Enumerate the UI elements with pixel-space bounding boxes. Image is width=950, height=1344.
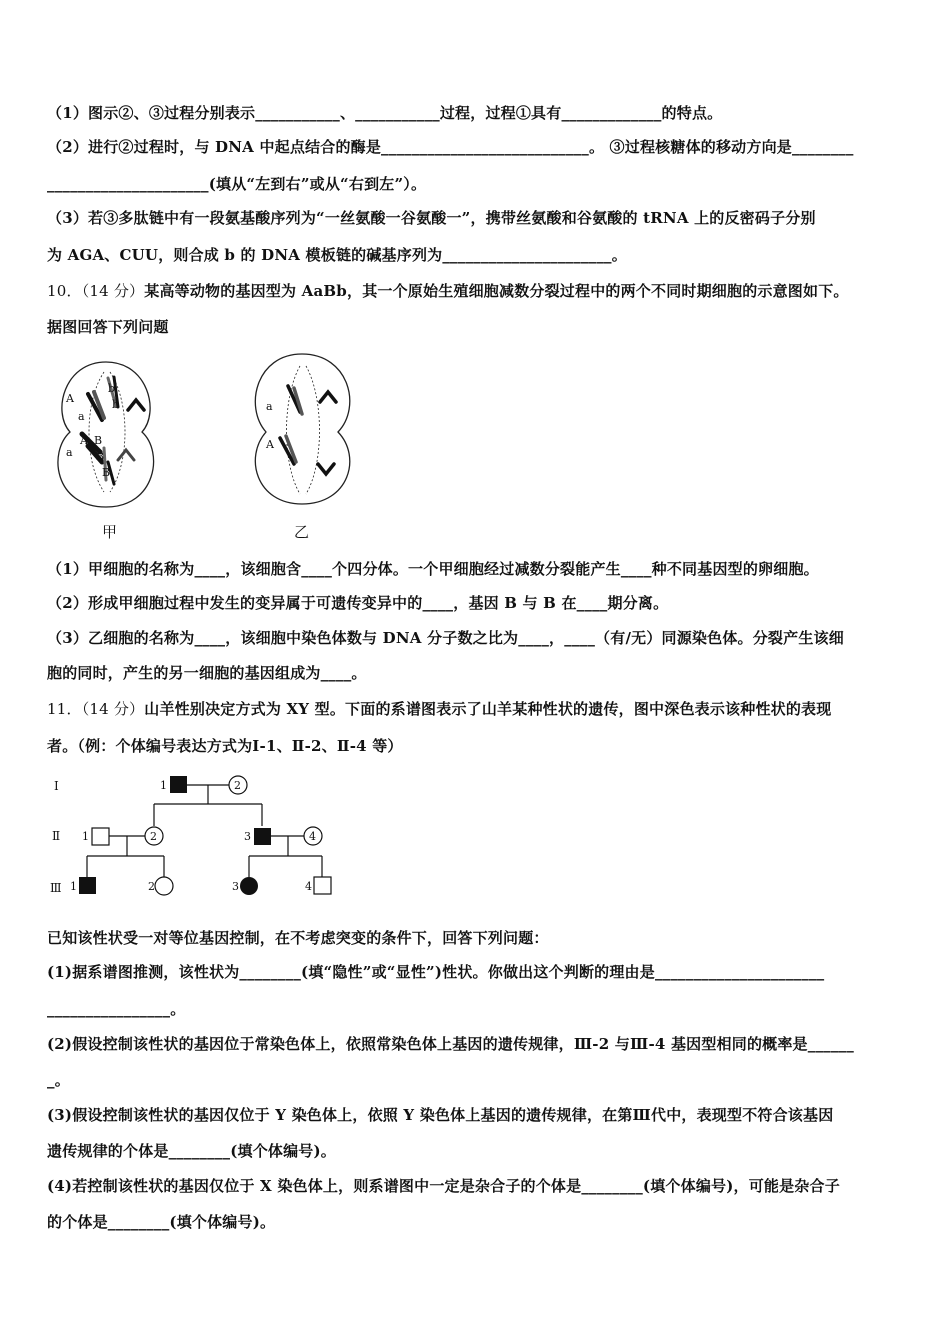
q11-part2-line1: (2)假设控制该性状的基因位于常染色体上，依照常染色体上基因的遗传规律，Ⅲ-2 与Ⅲ-4 基因型相同的概率是______	[47, 1035, 854, 1053]
q9-part3-line2: 为 AGA、CUU，则合成 b 的 DNA 模板链的碱基序列为______________________。	[47, 246, 627, 264]
pedigree-num-III-4: 4	[305, 880, 312, 893]
pedigree-III-4-male	[314, 877, 331, 894]
pedigree-num-I-2: 2	[234, 779, 241, 792]
gene-label-a-3: a	[266, 400, 273, 413]
cell-division-figure	[44, 352, 374, 512]
q11-part1-line2: ________________。	[47, 1000, 186, 1018]
chromosomes-yi	[280, 386, 336, 474]
caption-yi: 乙	[294, 523, 310, 541]
pedigree-num-II-4: 4	[309, 830, 316, 843]
gene-label-a: a	[78, 410, 85, 423]
gene-label-B-3: B	[102, 466, 111, 479]
gene-label-B: B	[94, 434, 103, 447]
pedigree-num-III-3: 3	[232, 880, 239, 893]
gene-labels-jia	[65, 382, 119, 479]
gene-label-b: b	[108, 382, 116, 395]
q9-part3-line1: （3）若③多肽链中有一段氨基酸序列为“一丝氨酸一谷氨酸一”，携带丝氨酸和谷氨酸的 tRNA 上的反密码子分别	[47, 209, 816, 227]
q10-number: 10．	[47, 282, 82, 300]
pedigree-chart	[44, 770, 344, 900]
q11-stem-line1	[47, 699, 910, 719]
pedigree-III-2-female	[155, 877, 173, 895]
q11-score: （14 分）	[81, 700, 145, 718]
q11-part2-line2: _。	[47, 1071, 70, 1089]
q9-part2-line1: （2）进行②过程时，与 DNA 中起点结合的酶是___________________________。 ③过程核糖体的移动方向是________	[47, 138, 854, 156]
generation-label-3: Ⅲ	[50, 881, 62, 895]
cell-yi	[255, 354, 349, 504]
gene-label-A-3: A	[266, 438, 274, 451]
pedigree-III-1-affected-male	[79, 877, 96, 894]
q10-part3-line1: （3）乙细胞的名称为____，该细胞中染色体数与 DNA 分子数之比为____，____（有/无）同源染色体。分裂产生该细	[47, 629, 844, 647]
q10-part3-line2: 胞的同时，产生的另一细胞的基因组成为____。	[47, 664, 367, 682]
gene-label-a-2: a	[66, 446, 73, 459]
q11-stem-text: 山羊性别决定方式为 XY 型。下面的系谱图表示了山羊某种性状的遗传，图中深色表示该种性状的表现	[144, 700, 832, 718]
pedigree-num-II-2: 2	[150, 830, 157, 843]
q11-stem-line2: 者。（例：个体编号表达方式为Ⅰ-1、Ⅱ-2、Ⅱ-4 等）	[47, 737, 403, 755]
pedigree-num-II-1: 1	[82, 830, 89, 843]
gene-label-b-2: b	[112, 398, 120, 411]
q10-score: （14 分）	[81, 282, 145, 300]
pedigree-I-1-affected-male	[170, 776, 187, 793]
q11-number: 11．	[47, 700, 82, 718]
q9-part1: （1）图示②、③过程分别表示___________、___________过程，过程①具有_____________的特点。	[47, 104, 723, 122]
pedigree-num-III-2: 2	[148, 880, 155, 893]
pedigree-num-II-3: 3	[244, 830, 251, 843]
gene-label-B-2: B	[96, 450, 105, 463]
q11-part1-line1: (1)据系谱图推测，该性状为________(填“隐性”或“显性”)性状。你做出这个判断的理由是______________________	[47, 963, 825, 981]
q11-part4-line2: 的个体是________(填个体编号)。	[47, 1213, 276, 1231]
gene-labels-yi	[265, 400, 275, 451]
caption-jia: 甲	[102, 523, 118, 541]
q11-intro: 已知该性状受一对等位基因控制，在不考虑突变的条件下，回答下列问题：	[47, 929, 549, 947]
q10-part1: （1）甲细胞的名称为____，该细胞含____个四分体。一个甲细胞经过减数分裂能产生____种不同基因型的卵细胞。	[47, 560, 819, 578]
q10-stem-text: 某高等动物的基因型为 AaBb，其一个原始生殖细胞减数分裂过程中的两个不同时期细胞的示意图如下。	[144, 282, 849, 300]
q11-part3-line1: (3)假设控制该性状的基因仅位于 Y 染色体上，依照 Y 染色体上基因的遗传规律，在第Ⅲ代中，表现型不符合该基因	[47, 1106, 834, 1124]
q10-stem-line1	[47, 281, 910, 301]
pedigree-num-III-1: 1	[70, 880, 77, 893]
q11-part3-line2: 遗传规律的个体是________(填个体编号)。	[47, 1142, 336, 1160]
q11-part4-line1: (4)若控制该性状的基因仅位于 X 染色体上，则系谱图中一定是杂合子的个体是________(填个体编号)，可能是杂合子	[47, 1177, 840, 1195]
cell-jia	[58, 362, 154, 507]
gene-label-A-2: A	[80, 434, 88, 447]
q9-part2-line2: _____________________(填从“左到右”或从“右到左”）。	[47, 175, 427, 193]
generation-label-1: Ⅰ	[54, 779, 59, 793]
pedigree-III-3-affected-female	[240, 877, 258, 895]
pedigree-num-I-1: 1	[160, 779, 167, 792]
generation-label-2: Ⅱ	[52, 829, 61, 843]
pedigree-II-3-affected-male	[254, 828, 271, 845]
q10-stem-line2: 据图回答下列问题	[47, 318, 169, 336]
q10-part2: （2）形成甲细胞过程中发生的变异属于可遗传变异中的____，基因 B 与 B 在____期分离。	[47, 594, 669, 612]
pedigree-II-1-male	[92, 828, 109, 845]
gene-label-A: A	[66, 392, 74, 405]
